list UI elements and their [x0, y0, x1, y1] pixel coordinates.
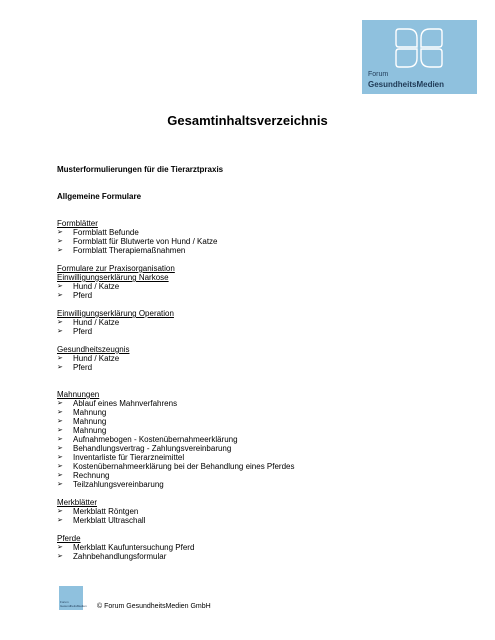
- list-item-label: Inventarliste für Tierarzneimittel: [73, 453, 185, 462]
- list-item: [57, 318, 294, 327]
- list-item: [57, 507, 294, 516]
- arrow-bullet-icon: ➢: [57, 238, 63, 245]
- list-item: [57, 543, 294, 552]
- group-heading: Einwilligungserklärung Operation: [57, 309, 174, 318]
- arrow-bullet-icon: ➢: [57, 472, 63, 479]
- list-item-label: Pferd: [73, 291, 93, 300]
- list-item-label: Merkblatt Ultraschall: [73, 516, 146, 525]
- list-item: [57, 399, 294, 408]
- list-item-label: Mahnung: [73, 426, 107, 435]
- arrow-bullet-icon: ➢: [57, 445, 63, 452]
- group-list: [57, 219, 294, 561]
- list-item: [57, 480, 294, 489]
- arrow-bullet-icon: ➢: [57, 355, 63, 362]
- list-item: [57, 363, 294, 372]
- list-item-label: Kostenübernahmeerklärung bei der Behandlung eines Pferdes: [73, 462, 295, 471]
- toc-group: [57, 345, 294, 372]
- list-item: [57, 435, 294, 444]
- list-item: [57, 453, 294, 462]
- toc-group: [57, 534, 294, 561]
- group-heading: Pferde: [57, 534, 81, 543]
- arrow-bullet-icon: ➢: [57, 247, 63, 254]
- arrow-bullet-icon: ➢: [57, 292, 63, 299]
- list-item-label: Formblatt Befunde: [73, 228, 139, 237]
- arrow-bullet-icon: ➢: [57, 544, 63, 551]
- arrow-bullet-icon: ➢: [57, 409, 63, 416]
- arrow-bullet-icon: ➢: [57, 364, 63, 371]
- list-item: [57, 462, 294, 471]
- arrow-bullet-icon: ➢: [57, 400, 63, 407]
- list-item-label: Pferd: [73, 363, 93, 372]
- list-item: [57, 426, 294, 435]
- list-item: [57, 327, 294, 336]
- list-item: [57, 417, 294, 426]
- toc-group: [57, 264, 294, 300]
- list-item-label: Merkblatt Röntgen: [73, 507, 139, 516]
- toc-group: [57, 390, 294, 489]
- four-leaf-logo-icon: [395, 28, 443, 68]
- list-item-label: Zahnbehandlungsformular: [73, 552, 167, 561]
- section-heading: Allgemeine Formulare: [57, 192, 142, 201]
- list-item: [57, 444, 294, 453]
- list-item: [57, 228, 294, 237]
- list-item-label: Hund / Katze: [73, 282, 120, 291]
- toc-group: [57, 498, 294, 525]
- group-heading: Formblätter: [57, 219, 98, 228]
- list-item-label: Formblatt für Blutwerte von Hund / Katze: [73, 237, 218, 246]
- list-item: [57, 246, 294, 255]
- list-item: [57, 408, 294, 417]
- table-of-contents: [57, 165, 294, 561]
- list-item: [57, 471, 294, 480]
- arrow-bullet-icon: ➢: [57, 454, 63, 461]
- list-item-label: Pferd: [73, 327, 93, 336]
- subtitle: Musterformulierungen für die Tierarztpraxis: [57, 165, 224, 174]
- arrow-bullet-icon: ➢: [57, 553, 63, 560]
- list-item-label: Hund / Katze: [73, 354, 120, 363]
- list-item-label: Rechnung: [73, 471, 110, 480]
- logo-line2: GesundheitsMedien: [368, 80, 445, 89]
- footer-logo: [59, 586, 87, 610]
- list-item-label: Teilzahlungsvereinbarung: [73, 480, 164, 489]
- arrow-bullet-icon: ➢: [57, 283, 63, 290]
- group-heading: Einwilligungserklärung Narkose: [57, 273, 169, 282]
- list-item-label: Mahnung: [73, 408, 107, 417]
- arrow-bullet-icon: ➢: [57, 229, 63, 236]
- arrow-bullet-icon: ➢: [57, 427, 63, 434]
- arrow-bullet-icon: ➢: [57, 481, 63, 488]
- group-heading: Gesundheitszeugnis: [57, 345, 130, 354]
- arrow-bullet-icon: ➢: [57, 418, 63, 425]
- list-item-label: Ablauf eines Mahnverfahrens: [73, 399, 178, 408]
- footer-copyright: © Forum GesundheitsMedien GmbH: [97, 603, 211, 610]
- list-item: [57, 282, 294, 291]
- list-item-label: Formblatt Therapiemaßnahmen: [73, 246, 186, 255]
- list-item-label: Aufnahmebogen - Kostenübernahmeerklärung: [73, 435, 238, 444]
- brand-logo: [362, 20, 477, 94]
- list-item: [57, 237, 294, 246]
- group-heading: Merkblätter: [57, 498, 98, 507]
- arrow-bullet-icon: ➢: [57, 319, 63, 326]
- list-item-label: Merkblatt Kaufuntersuchung Pferd: [73, 543, 195, 552]
- list-item-label: Hund / Katze: [73, 318, 120, 327]
- list-item: [57, 291, 294, 300]
- group-heading: Mahnungen: [57, 390, 100, 399]
- arrow-bullet-icon: ➢: [57, 517, 63, 524]
- list-item: [57, 552, 294, 561]
- toc-group: [57, 219, 294, 255]
- list-item-label: Mahnung: [73, 417, 107, 426]
- group-heading: Formulare zur Praxisorganisation: [57, 264, 175, 273]
- list-item: [57, 516, 294, 525]
- list-item-label: Behandlungsvertrag - Zahlungsvereinbarung: [73, 444, 232, 453]
- arrow-bullet-icon: ➢: [57, 436, 63, 443]
- arrow-bullet-icon: ➢: [57, 463, 63, 470]
- toc-group: [57, 309, 294, 336]
- arrow-bullet-icon: ➢: [57, 328, 63, 335]
- page-title: Gesamtinhaltsverzeichnis: [167, 113, 328, 128]
- arrow-bullet-icon: ➢: [57, 508, 63, 515]
- footer-logo-text: Forum GesundheitsMedien: [60, 600, 87, 608]
- list-item: [57, 354, 294, 363]
- logo-line1: Forum: [368, 71, 389, 78]
